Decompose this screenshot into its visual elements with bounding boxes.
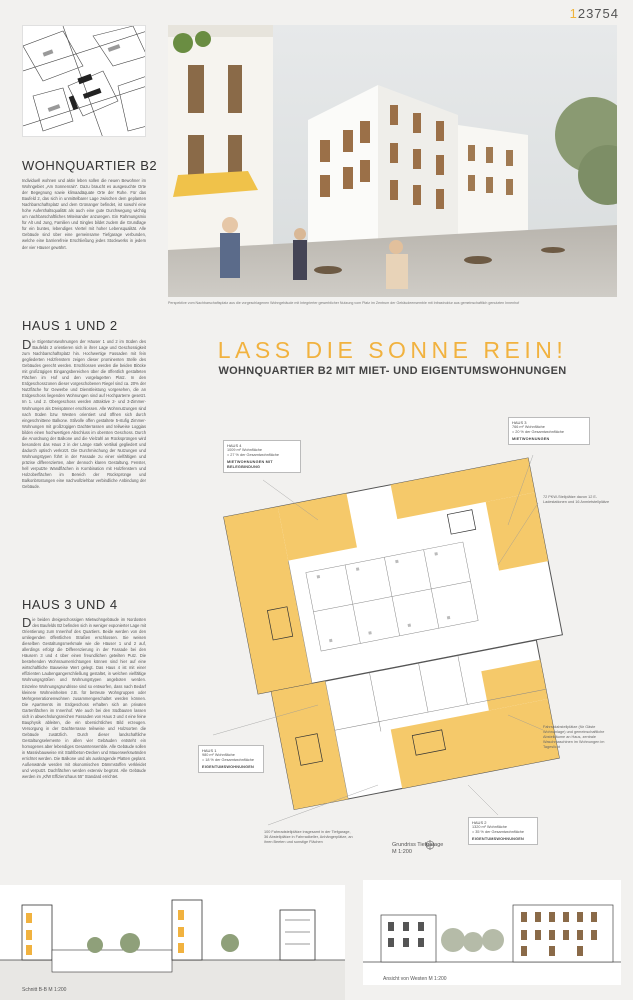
note-parking: 72 PKW-Stellplätze davon 12 E-Ladestationen und 16 Anmietstellplätze xyxy=(543,495,610,504)
heading-wohnquartier-b2: WOHNQUARTIER B2 xyxy=(22,158,158,173)
slogan: LASS DIE SONNE REIN! xyxy=(217,337,568,363)
floor-plan xyxy=(168,385,617,865)
render-caption: Perspektive vom Nachbarschaftsplatz aus die vorgeschlagenen Wohngebäude mit Integrierter gewerblicher Nutzung vom Platz im Zentrum der Gebäudeensemble mit Infrastruktur aus gemeinschaftlich genutzten Innenhof xyxy=(168,301,520,305)
heading-haus-1-und-2: HAUS 1 UND 2 xyxy=(22,318,118,333)
label-haus-1: HAUS 1 980 m² Wohnfläche = 18 % der Gesamtwohnfläche EIGENTUMSWOHNUNGEN xyxy=(198,745,264,773)
drop-cap: D xyxy=(22,615,32,630)
perspective-render xyxy=(168,25,617,297)
elevation-label: Ansicht von Westen M 1:200 xyxy=(383,976,447,982)
note-bikes: 100 Fahrradstellplätze insgesamt in der Tiefgarage, 36 Abstellplätze in Fahrradkeller, Anhängerplätze, an ihren Beeten und sonstige Flächen xyxy=(264,830,353,844)
subtitle: WOHNQUARTIER B2 MIT MIET- UND EIGENTUMSWOHNUNGEN xyxy=(218,365,567,377)
heading-haus-3-und-4: HAUS 3 UND 4 xyxy=(22,597,118,612)
section-drawing xyxy=(0,885,345,1000)
text-wohnquartier-b2: Individuell wohnen und aktiv leben sollen die neuen Bewohner im Wohngebiet „Am Sonnenrain“. Dazu braucht es ausgesuchte Orte der Begegnung sowie klimaadäquate Orte der Ruhe. Für das Baufeld 2, das sich in unmittelbarer Lage zwischen dem geplanten Nachbarschaftsplatz und dem Grünanger befindet, ist sowohl eine hohe Aufenthaltsqualität als auch eine gute Durchwegung wichtig um nachbarschaftliches Miteinander anzuregen. Ein Rahmungsmix für Alt und Jung, Familien und Singles bildet zudem die Grundlage für ein buntes, lebendiges Viertel mit hoher Lebensqualität. Alle Gebäude sind über eine gemeinsame Tiefgarage verbunden, welche eine barrierefreie Erschließung jedes Stockwerks in jedem der vier Häuser gewährt. xyxy=(22,178,146,250)
plan-title: Grundriss Tiefgarage M 1:200 xyxy=(392,842,444,855)
drop-cap: D xyxy=(22,337,32,352)
page-numbers: 123754 xyxy=(569,6,619,21)
section-label: Schnitt B-B M 1:200 xyxy=(22,987,67,993)
note-facilities: Fahrradabstellplätze (für Gäste Wohnanlage) und gemeinschaftliche Abstellräume an Haus, zentrale Waschmaschinen im Wohnungen im Tageslicht xyxy=(543,725,605,749)
text-haus-1-und-2: Die Eigentumswohnungen der Häuser 1 und 2 im Süden des Baufelds 2 orientieren sich in ihrer Lage und Geschossigkeit zum Nachbarschaftsplatz hin. Hochwertige Fassaden mit fein gegliederten Holzfenstern zeigen dieser prominenten Stelle des Gebäudes gerecht werden. Erschlossen werden die beiden Blöcke mit großzügigen Eingangsbereichen über die öffentlich gestalteten Flächen im Hof und den vorgelagerten Platz. In den Erdgeschosszonen dieser vorgeschobenen Riegel sind ca. 20% der Nutzfläche für Gewerbe und Dienstleistung vorgesehen, die an Erdgeschoss liegenden Wohnungen sind auf Hochparterre gesetzt. Im 1. und 2. Obergeschoss werden attraktive 2- und 3-Zimmer-Wohnungen als Dreispänner erschlossen. Alle Wohnnutzungen sind nach Süden bzw. Westen orientiert und öffnen sich durch eingeschnittene Balkone. Stilvolle offen gestaltete 5-stufig Zimmer-Wohnungen mit großzügigen Dachterrassen und teilweise Loggias bilden einen hochwertigen Abschluss im obersten Geschoss. Durch die Anordnung der Balkone und die Vielzahl an Rücksprüngen wird besonders das Haus 2 in der Länge stark vertikal gegliedert und dadurch optisch verkürzt. Die Durchmischung der Nutzungen und Wohnungstypen führt in der Fassade zu einer vielfältigen und präzise differenzierten, aber dennoch klaren Gestaltung. Fenster, hell verputzte Wandflächen in Kombination mit Holzfenstern und Holzoberflächen im Bereich der Rücksprünge und Balkonbrüstungen eine nachvollziehbar verbindliche Anbindung der Gebäude. xyxy=(22,337,146,490)
elevation-drawing xyxy=(363,880,621,985)
text-haus-3-und-4: Die beiden dreigeschossigen Mietwohngebäude im Nordosten des Baufelds B2 befinden sich in weniger exponierter Lage mit Orientierung zum Innenhof des Quartiers. Beide werden von den umliegenden öffentlichen Straßen erschlossen. Sie weisen dieselben Gestaltungsmerkmale wie die Häuser 1 und 2 auf, allerdings erfolgt die Differenzierung in der Fassade bei den Häusern 3 und 4 über einen freundlichen geteilten Putz. Die bestehenden Wohnraumerrichtungen können sind hier auf eine wirtschaftliche Bauweise Wert gelegt. Das Haus 4 ist mit einer effizienten Laubengangerschließung gestaltet, in welchen vielfältige Wohnungsgrößen und Wohnungstypen angeboten werden. Einzelne Wohnungsgrundrisse sind so entworfen, dass nach Bedarf kleinere Wohneinheiten z.B. für betreute Wohngruppen oder Mehrgenerationenwohnen zusammengeschaltet werden können. Die Apartments im Erdgeschoss erhalten sich an privaten Gartenflächen im Innenhof. Wie auch bei den Südbauten lassen sich in abwechslungsreichen Fassaden von Haus 3 und 4 eine feine Bauphysik ableiten, die ein übersichtliches Bild erzeugen. Versorgung in der Dachterrasse teilweise und Holzsorten die Gebäude zusätzlich. Durch dieser landschaftliche Gestaltungselemente in allen vier Gebäuden entsteht ein homogenes aber lebendiges Gesamtensemble. Alle Gebäude sollen in Massivbauweise mit Stahlbeton-Decken und Mauerwerkswänden errichtet werden. Die Balkone und als auskragende Platten geplant. Außenwände werden mit ökonomischen Dämmstoffen verkleidet und verputzt. Dachflächen werden extensiv begrünt. Alle Gebäude werden im „KfW Effizienzhaus 55“ Standard errichtet. xyxy=(22,615,146,780)
label-haus-4: HAUS 4 1009 m² Wohnfläche = 27 % der Gesamtwohnfläche MIETWOHNUNGEN MIT BELEGBINDUNG xyxy=(223,440,301,473)
label-haus-3: HAUS 3 766 m² Wohnfläche = 20 % der Gesamtwohnfläche MIETWOHNUNGEN xyxy=(508,417,590,445)
label-haus-2: HAUS 2 1320 m² Wohnfläche = 35 % der Gesamtwohnfläche EIGENTUMSWOHNUNGEN xyxy=(468,817,538,845)
site-plan-thumbnail xyxy=(22,25,146,137)
